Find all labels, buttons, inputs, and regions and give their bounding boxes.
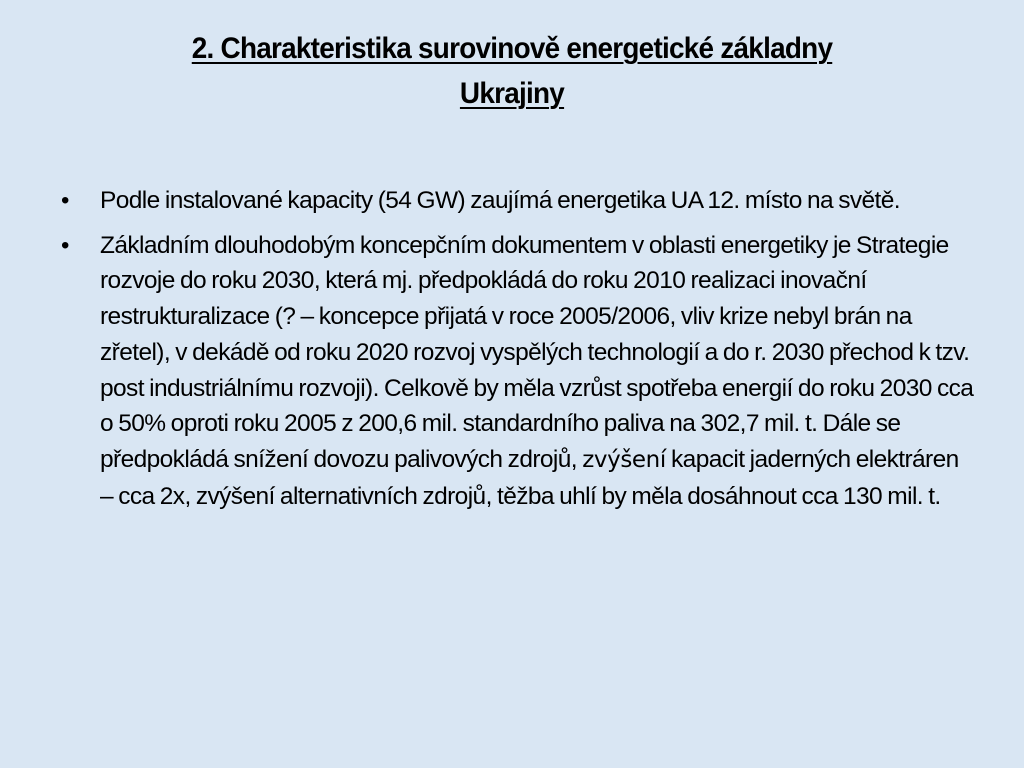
bullet-text-part-3: kapacit jaderných elektráren – cca 2x, zvýšení alternativních zdrojů, těžba uhlí by měla dosáhnout cca 130 mil. t. [100, 445, 959, 510]
bullet-list [56, 183, 976, 523]
bullet-item-energy-strategy [56, 228, 976, 515]
slide-title-line-1: 2. Charakteristika surovinově energetické základny [191, 32, 833, 65]
bullet-text: Podle instalované kapacity (54 GW) zaujímá energetika UA 12. místo na světě. [100, 187, 900, 214]
bullet-text-part-1: Základním dlouhodobým koncepčním dokumentem v oblasti energetiky je Strategie rozvoje do roku 2030, která mj. předpokládá do roku 2010 realizaci inovační restrukturalizace (? – koncepce přijatá v roce 2005/2006, vliv krize nebyl brán na zřetel), v dekádě od roku 2020 rozvoj vyspělých technologií a do r. 2030 přechod k tzv. post industriálnímu rozvoji). Celkově by měla vzrůst spotřeba energií do roku 2030 cca o 50% oproti roku 2005 z 200,6 mil. standardního paliva na 302,7 mil. t. Dále se předpokládá snížení dovozu palivových zdrojů, [100, 231, 974, 473]
slide-title [92, 26, 933, 116]
bullet-item-installed-capacity [56, 183, 976, 219]
bullet-marker: • [61, 187, 69, 214]
bullet-text-part-2: zvýšení [582, 446, 666, 473]
bullet-marker: • [61, 231, 69, 259]
slide-title-line-2: Ukrajiny [459, 77, 565, 110]
